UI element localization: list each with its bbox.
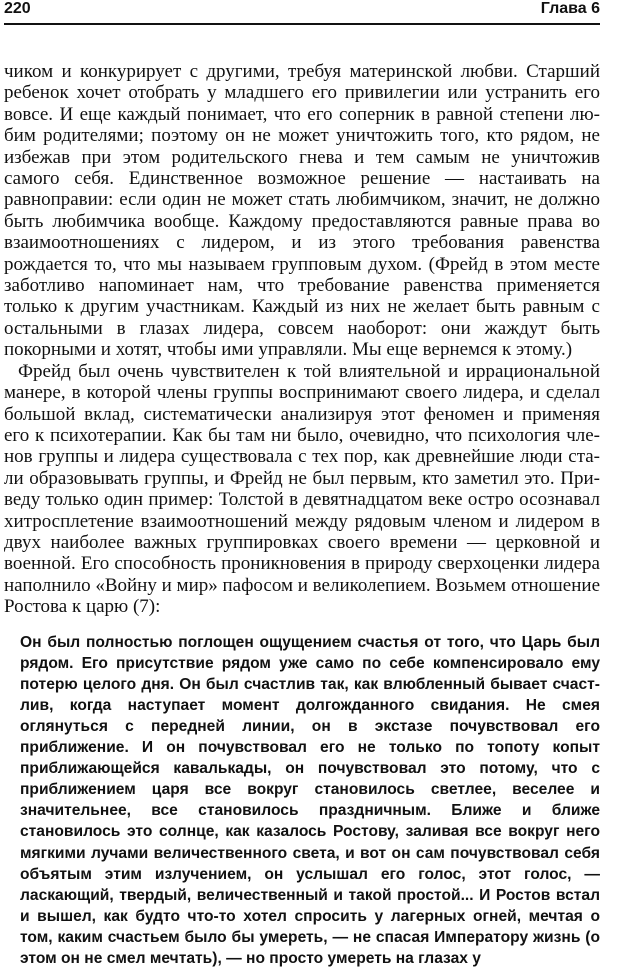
block-quote: Он был полностью поглощен ощущением счастья от того, что Царь был рядом. Его присутствие рядом уже само по себе компенсировало ему потерю целого дня. Он был счастлив так, как влюбленный бывает счастлив, когда наступает момент долгожданного свидания. Не смея оглянуться с передней линии, он в экстазе почувствовал его приближение. И он почувствовал его не только по топоту копыт приближающейся кавалькады, он почувствовал это потому, что с приближением царя все вокруг становилось светлее, веселее и значительнее, все становилось праздничным. Ближе и ближе становилось это солнце, как казалось Ростову, заливая все вокруг него мягкими лучами величественного света, и вот он сам почувствовал себя объятым этим излучением, он услышал его голос, этот голос, — ласкающий, твердый, величественный и такой простой... И Ростов встал и вышел, как будто что-то хотел спросить у лагерных огней, мечтая о том, каким счастьем было бы умереть, — не спасая Императору жизнь (о этом он не смел мечтать), — но просто умереть на глазах у bbox=[20, 633, 600, 967]
page-number: 220 bbox=[4, 0, 31, 17]
paragraph: чиком и конкурирует с другими, требуя материнской любви. Старший ребенок хочет отобрать у младшего его привилегии или устранить его вовсе. И еще каждый понимает, что его соперник в равной степени любим родителями; поэтому он не может уничтожить того, кто рядом, не избежав при этом родительского гнева и тем самым не уничтожив самого себя. Единственное возможное решение — настаивать на равноправии: если один не может стать любимчиком, значит, не должно быть любимчика вообще. Каждому предоставляются равные права во взаимоотношениях с лидером, и из этого требования равенства рождается то, что мы называем групповым духом. (Фрейд в этом месте заботливо напоминает нам, что требование равенства применяется только к другим участникам. Каждый из них не желает быть равным с остальными в глазах лидера, совсем наоборот: они жаждут быть покорными и хотят, чтобы ими управляли. Мы еще вернемся к этому.) bbox=[4, 61, 600, 361]
body-text bbox=[4, 61, 600, 969]
chapter-title: Глава 6 bbox=[540, 0, 600, 17]
paragraph: Фрейд был очень чувствителен к той влиятельной и иррациональной манере, в которой члены группы воспринимают своего лидера, и сделал большой вклад, систематически анализируя этот феномен и применяя его к психотерапии. Как бы там ни было, очевидно, что психология членов группы и лидера существовала с тех пор, как древнейшие люди стали образовывать группы, и Фрейд не был первым, кто заметил это. Приведу только один пример: Толстой в девятнадцатом веке остро осознавал хитросплетение взаимоотношений между рядовым членом и лидером в двух наиболее важных группировках своего времени — церковной и военной. Его способность проникновения в природу сверхоценки лидера наполнило «Войну и мир» пафосом и великолепием. Возьмем отношение Ростова к царю (7): bbox=[4, 360, 600, 618]
running-header bbox=[4, 0, 600, 25]
